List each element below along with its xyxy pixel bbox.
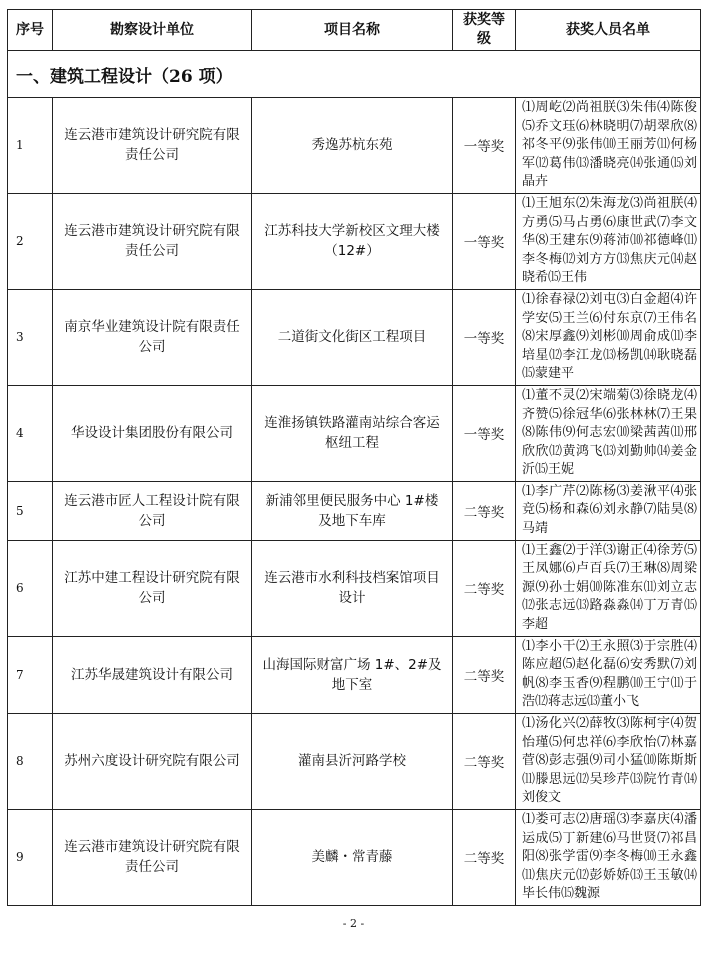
- header-unit: 勘察设计单位: [53, 10, 252, 51]
- table-row: [8, 385, 701, 481]
- row-people: ⑴李小干⑵王永照⑶于宗胜⑷陈应超⑸赵化磊⑹安秀默⑺刘帆⑻李玉香⑼程鹏⑽王宁⑾于浩⑿蒋志远⒀董小飞: [516, 636, 701, 713]
- row-level: 一等奖: [453, 289, 516, 385]
- row-index: 9: [8, 809, 53, 905]
- row-level: 一等奖: [453, 385, 516, 481]
- row-index: 8: [8, 714, 53, 810]
- row-unit: 连云港市建筑设计研究院有限责任公司: [53, 193, 252, 289]
- row-level: 二等奖: [453, 636, 516, 713]
- row-index: 1: [8, 98, 53, 194]
- section-row: [8, 51, 701, 98]
- table-row: [8, 98, 701, 194]
- table-row: [8, 481, 701, 540]
- table-row: [8, 540, 701, 636]
- row-people: ⑴李广芹⑵陈杨⑶姜湫平⑷张竞⑸杨和森⑹刘永静⑺陆昊⑻马靖: [516, 481, 701, 540]
- row-project: 连淮扬镇铁路灌南站综合客运枢纽工程: [252, 385, 453, 481]
- table-row: [8, 289, 701, 385]
- header-project: 项目名称: [252, 10, 453, 51]
- row-people: ⑴周屹⑵尚祖朕⑶朱伟⑷陈俊⑸乔文珏⑹林晓明⑺胡翠欣⑻祁冬平⑼张伟⑽王丽芳⑾何杨军⑿葛伟⒀潘晓亮⒁张通⒂刘晶卉: [516, 98, 701, 194]
- awards-table: [7, 9, 701, 906]
- row-index: 2: [8, 193, 53, 289]
- table-row: [8, 193, 701, 289]
- table-row: [8, 809, 701, 905]
- row-people: ⑴徐春禄⑵刘屯⑶白金超⑷许学安⑸王兰⑹付东京⑺王伟名⑻宋厚鑫⑼刘彬⑽周俞成⑾李培星⑿李江龙⒀杨凯⒁耿晓磊⒂蒙建平: [516, 289, 701, 385]
- header-index: 序号: [8, 10, 53, 51]
- row-project: 连云港市水利科技档案馆项目设计: [252, 540, 453, 636]
- row-level: 二等奖: [453, 481, 516, 540]
- header-row: [8, 10, 701, 51]
- row-index: 3: [8, 289, 53, 385]
- row-level: 一等奖: [453, 98, 516, 194]
- row-unit: 连云港市匠人工程设计院有限公司: [53, 481, 252, 540]
- section-title: 一、建筑工程设计（26 项）: [8, 51, 701, 98]
- row-people: ⑴王旭东⑵朱海龙⑶尚祖朕⑷方勇⑸马占勇⑹康世武⑺李文华⑻王建东⑼蒋沛⑽祁德峰⑾李冬梅⑿刘方方⒀焦庆元⒁赵晓希⒂王伟: [516, 193, 701, 289]
- table-row: [8, 636, 701, 713]
- row-project: 新浦邻里便民服务中心 1#楼及地下车库: [252, 481, 453, 540]
- header-level: 获奖等级: [453, 10, 516, 51]
- row-unit: 连云港市建筑设计研究院有限责任公司: [53, 809, 252, 905]
- row-level: 二等奖: [453, 809, 516, 905]
- row-project: 秀逸苏杭东苑: [252, 98, 453, 194]
- row-project: 灌南县沂河路学校: [252, 714, 453, 810]
- row-index: 6: [8, 540, 53, 636]
- row-index: 4: [8, 385, 53, 481]
- row-unit: 连云港市建筑设计研究院有限责任公司: [53, 98, 252, 194]
- row-index: 7: [8, 636, 53, 713]
- row-unit: 江苏中建工程设计研究院有限公司: [53, 540, 252, 636]
- header-people: 获奖人员名单: [516, 10, 701, 51]
- row-level: 二等奖: [453, 540, 516, 636]
- row-project: 美麟・常青藤: [252, 809, 453, 905]
- row-project: 二道街文化街区工程项目: [252, 289, 453, 385]
- row-unit: 华设设计集团股份有限公司: [53, 385, 252, 481]
- row-people: ⑴汤化兴⑵薛牧⑶陈柯宇⑷贺怡瑾⑸何忠祥⑹李欣怡⑺林嘉菅⑻彭志强⑼司小猛⑽陈斯斯⑾滕思远⑿吴珍芹⒀院竹青⒁刘俊文: [516, 714, 701, 810]
- table-row: [8, 714, 701, 810]
- page-number: - 2 -: [342, 917, 365, 930]
- row-project: 山海国际财富广场 1#、2#及地下室: [252, 636, 453, 713]
- row-people: ⑴王鑫⑵于洋⑶谢正⑷徐芳⑸王凤娜⑹卢百兵⑺王琳⑻周梁源⑼孙士娟⑽陈准东⑾刘立志⑿张志远⒀路淼淼⒁丁万青⒂李超: [516, 540, 701, 636]
- row-level: 一等奖: [453, 193, 516, 289]
- row-unit: 苏州六度设计研究院有限公司: [53, 714, 252, 810]
- row-people: ⑴董不灵⑵宋端菊⑶徐晓龙⑷齐赞⑸徐冠华⑹张林林⑺王果⑻陈伟⑼何志宏⑽梁茜茜⑾邢欣欣⑿黄鸿飞⒀刘勤帅⒁姜金沂⒂王妮: [516, 385, 701, 481]
- row-unit: 江苏华晟建筑设计有限公司: [53, 636, 252, 713]
- row-index: 5: [8, 481, 53, 540]
- row-people: ⑴娄可志⑵唐瑶⑶李嘉庆⑷潘运成⑸丁新建⑹马世贤⑺祁昌阳⑻张学雷⑼李冬梅⑽王永鑫⑾焦庆元⑿彭娇娇⒀王玉敏⒁毕长伟⒂魏源: [516, 809, 701, 905]
- row-level: 二等奖: [453, 714, 516, 810]
- row-project: 江苏科技大学新校区文理大楼（12#）: [252, 193, 453, 289]
- row-unit: 南京华业建筑设计院有限责任公司: [53, 289, 252, 385]
